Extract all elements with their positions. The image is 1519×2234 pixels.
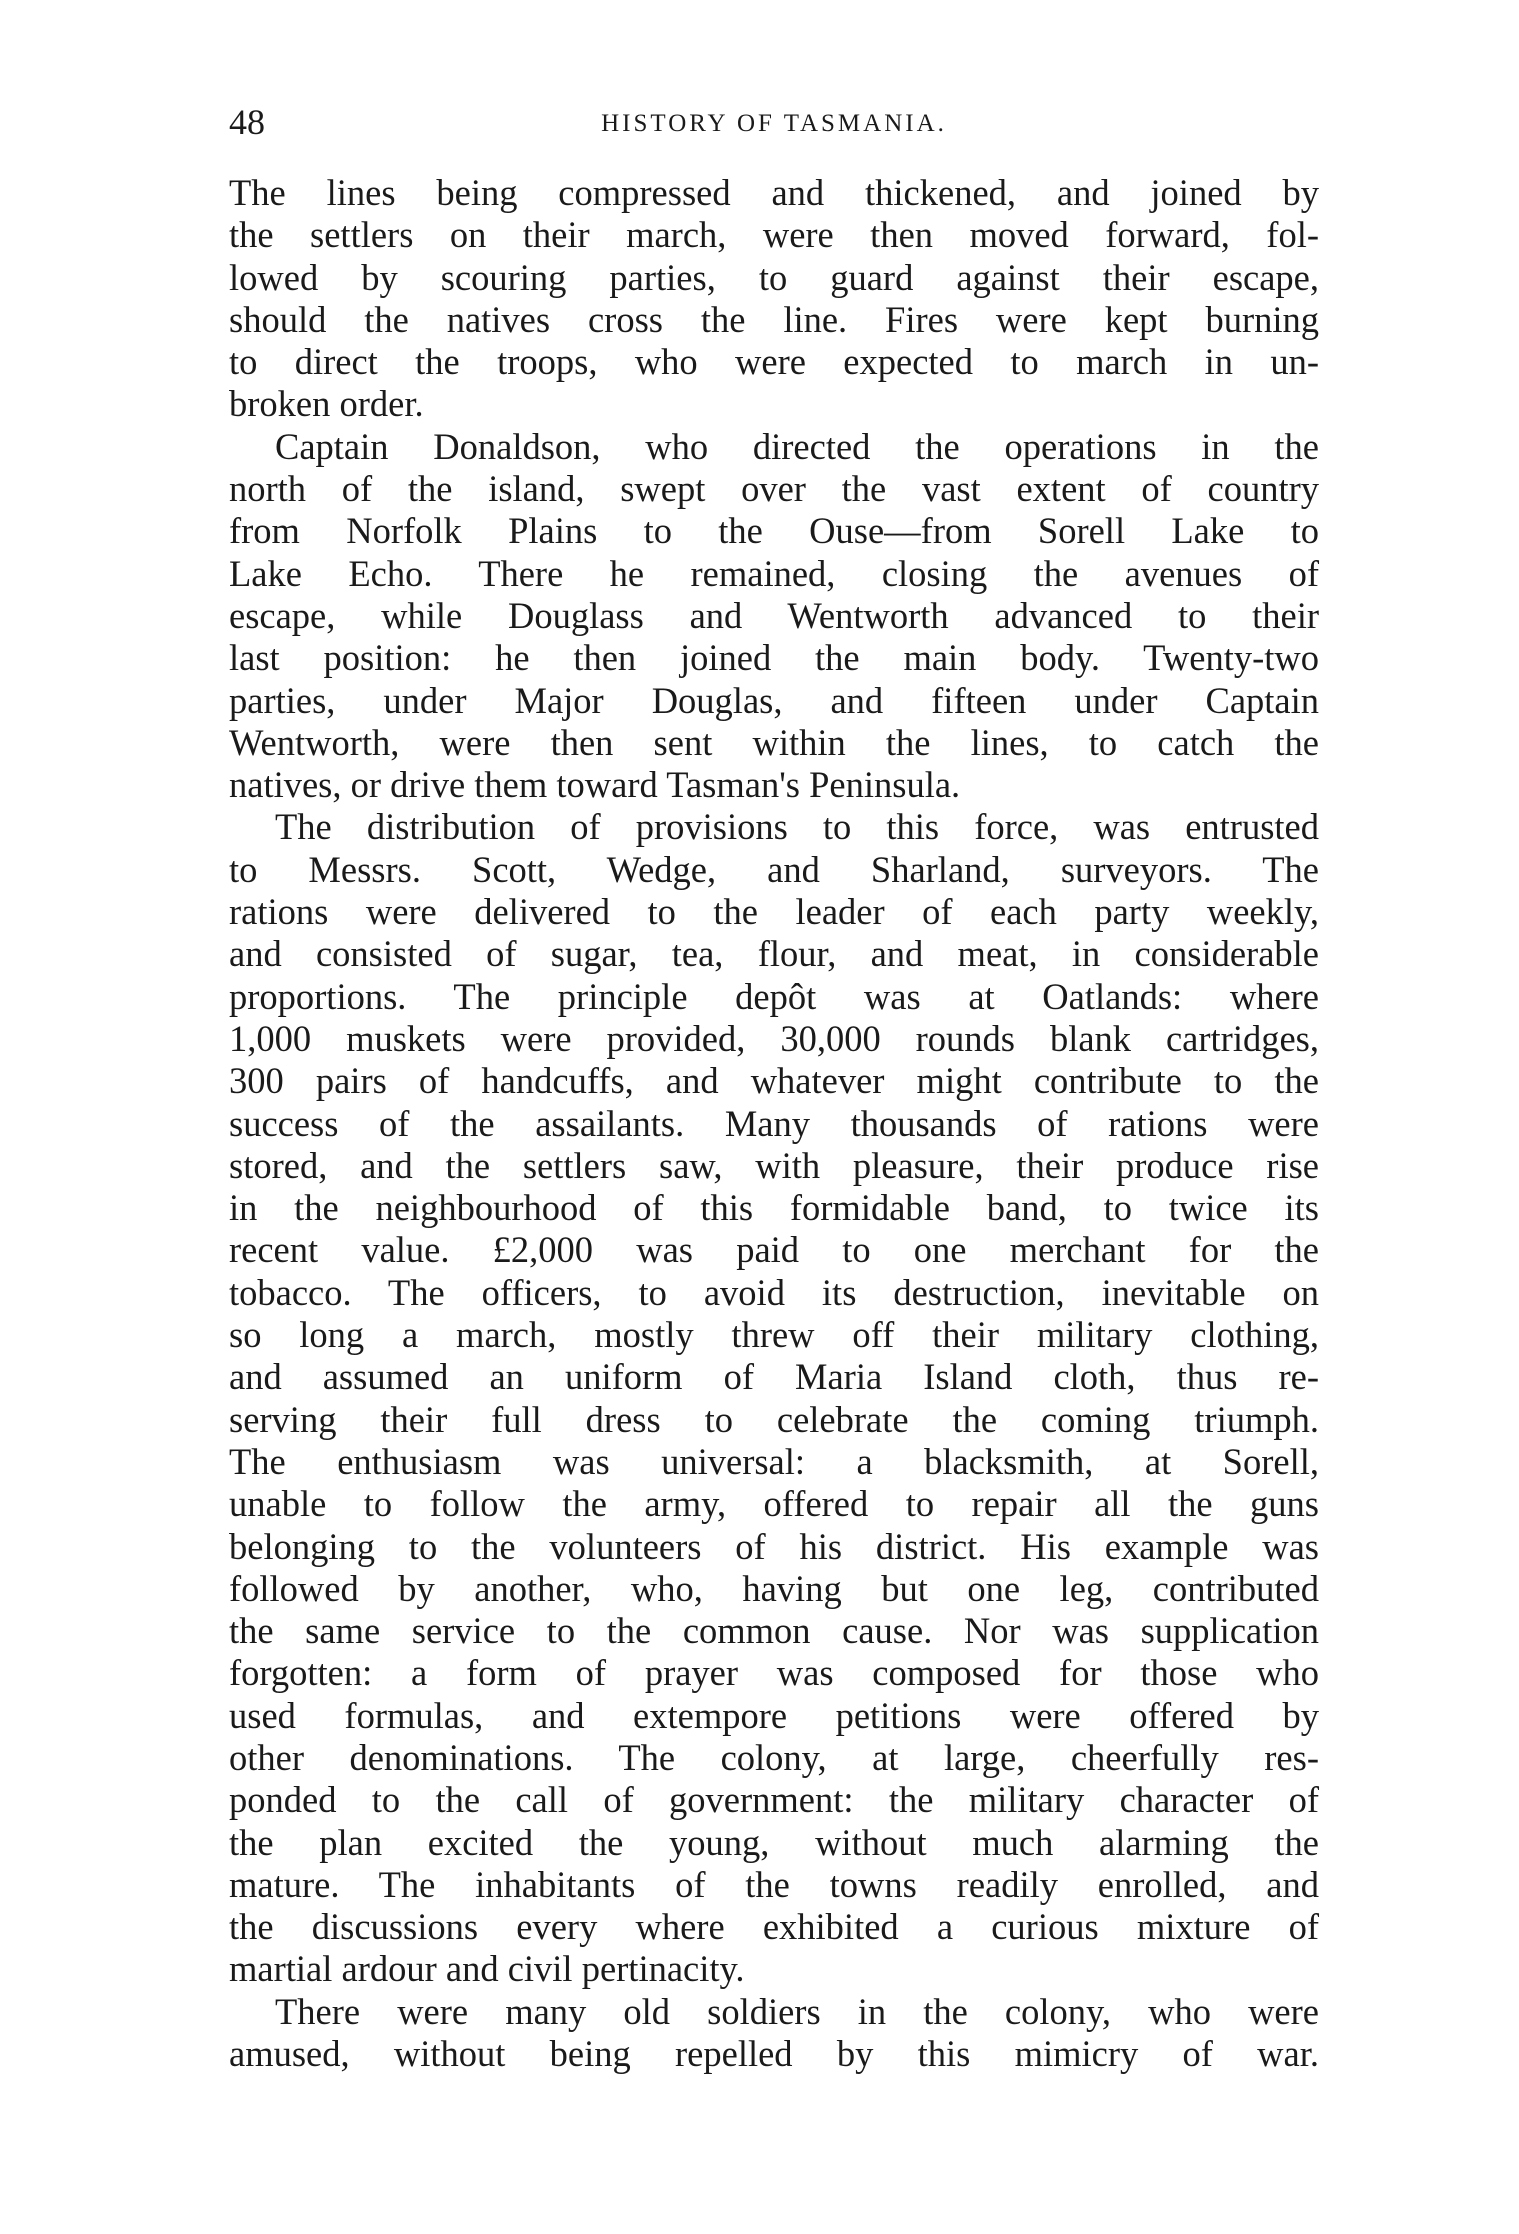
text-line: proportions. The principle depôt was at Oatlands: where xyxy=(229,975,1319,1017)
text-line: amused, without being repelled by this mimicry of war. xyxy=(229,2033,1319,2075)
text-line: natives, or drive them toward Tasman's Peninsula. xyxy=(229,764,961,806)
text-line: so long a march, mostly threw off their military clothing, xyxy=(229,1314,1319,1356)
text-line: 1,000 muskets were provided, 30,000 rounds blank cartridges, xyxy=(229,1017,1319,1059)
text-line: Lake Echo. There he remained, closing the avenues of xyxy=(229,552,1319,594)
text-line: unable to follow the army, offered to repair all the guns xyxy=(229,1483,1319,1525)
text-line: 300 pairs of handcuffs, and whatever might contribute to the xyxy=(229,1060,1319,1102)
text-line: martial ardour and civil pertinacity. xyxy=(229,1948,745,1990)
text-line: to direct the troops, who were expected to march in un- xyxy=(229,341,1319,383)
text-line: Captain Donaldson, who directed the operations in the xyxy=(275,425,1319,467)
text-line: the plan excited the young, without much alarming the xyxy=(229,1821,1319,1863)
text-line: other denominations. The colony, at large, cheerfully res- xyxy=(229,1736,1319,1778)
text-line: The distribution of provisions to this force, was entrusted xyxy=(275,806,1319,848)
text-line: The enthusiasm was universal: a blacksmith, at Sorell, xyxy=(229,1440,1319,1482)
text-line: the same service to the common cause. Nor was supplication xyxy=(229,1610,1319,1652)
text-line: mature. The inhabitants of the towns readily enrolled, and xyxy=(229,1863,1319,1905)
text-line: followed by another, who, having but one leg, contributed xyxy=(229,1567,1319,1609)
text-line: to Messrs. Scott, Wedge, and Sharland, surveyors. The xyxy=(229,848,1319,890)
text-line: and consisted of sugar, tea, flour, and meat, in considerable xyxy=(229,933,1319,975)
text-line: belonging to the volunteers of his district. His example was xyxy=(229,1525,1319,1567)
text-line: the discussions every where exhibited a curious mixture of xyxy=(229,1906,1319,1948)
text-line: Wentworth, were then sent within the lines, to catch the xyxy=(229,721,1319,763)
text-line: used formulas, and extempore petitions were offered by xyxy=(229,1694,1319,1736)
page-number: 48 xyxy=(229,102,265,142)
text-line: There were many old soldiers in the colony, who were xyxy=(275,1990,1319,2032)
text-line: The lines being compressed and thickened, and joined by xyxy=(229,172,1319,213)
text-line: broken order. xyxy=(229,383,424,425)
running-head xyxy=(229,100,1319,144)
text-line: in the neighbourhood of this formidable band, to twice its xyxy=(229,1187,1319,1229)
text-line: the settlers on their march, were then moved forward, fol- xyxy=(229,214,1319,256)
text-line: last position: he then joined the main body. Twenty-two xyxy=(229,637,1319,679)
text-line: from Norfolk Plains to the Ouse—from Sorell Lake to xyxy=(229,510,1319,552)
text-line: serving their full dress to celebrate the coming triumph. xyxy=(229,1398,1319,1440)
text-line: stored, and the settlers saw, with pleasure, their produce rise xyxy=(229,1144,1319,1186)
text-line: escape, while Douglass and Wentworth advanced to their xyxy=(229,594,1319,636)
text-line: should the natives cross the line. Fires were kept burning xyxy=(229,298,1319,340)
text-line: tobacco. The officers, to avoid its destruction, inevitable on xyxy=(229,1271,1319,1313)
text-line: success of the assailants. Many thousands of rations were xyxy=(229,1102,1319,1144)
text-line: ponded to the call of government: the military character of xyxy=(229,1779,1319,1821)
text-line: north of the island, swept over the vast extent of country xyxy=(229,468,1319,510)
body-text xyxy=(229,172,1319,2075)
text-line: lowed by scouring parties, to guard against their escape, xyxy=(229,256,1319,298)
text-line: and assumed an uniform of Maria Island cloth, thus re- xyxy=(229,1356,1319,1398)
text-line: rations were delivered to the leader of each party weekly, xyxy=(229,891,1319,933)
text-line: recent value. £2,000 was paid to one merchant for the xyxy=(229,1229,1319,1271)
text-line: parties, under Major Douglas, and fifteen under Captain xyxy=(229,679,1319,721)
text-line: forgotten: a form of prayer was composed for those who xyxy=(229,1652,1319,1694)
running-title: HISTORY OF TASMANIA. xyxy=(601,110,947,137)
